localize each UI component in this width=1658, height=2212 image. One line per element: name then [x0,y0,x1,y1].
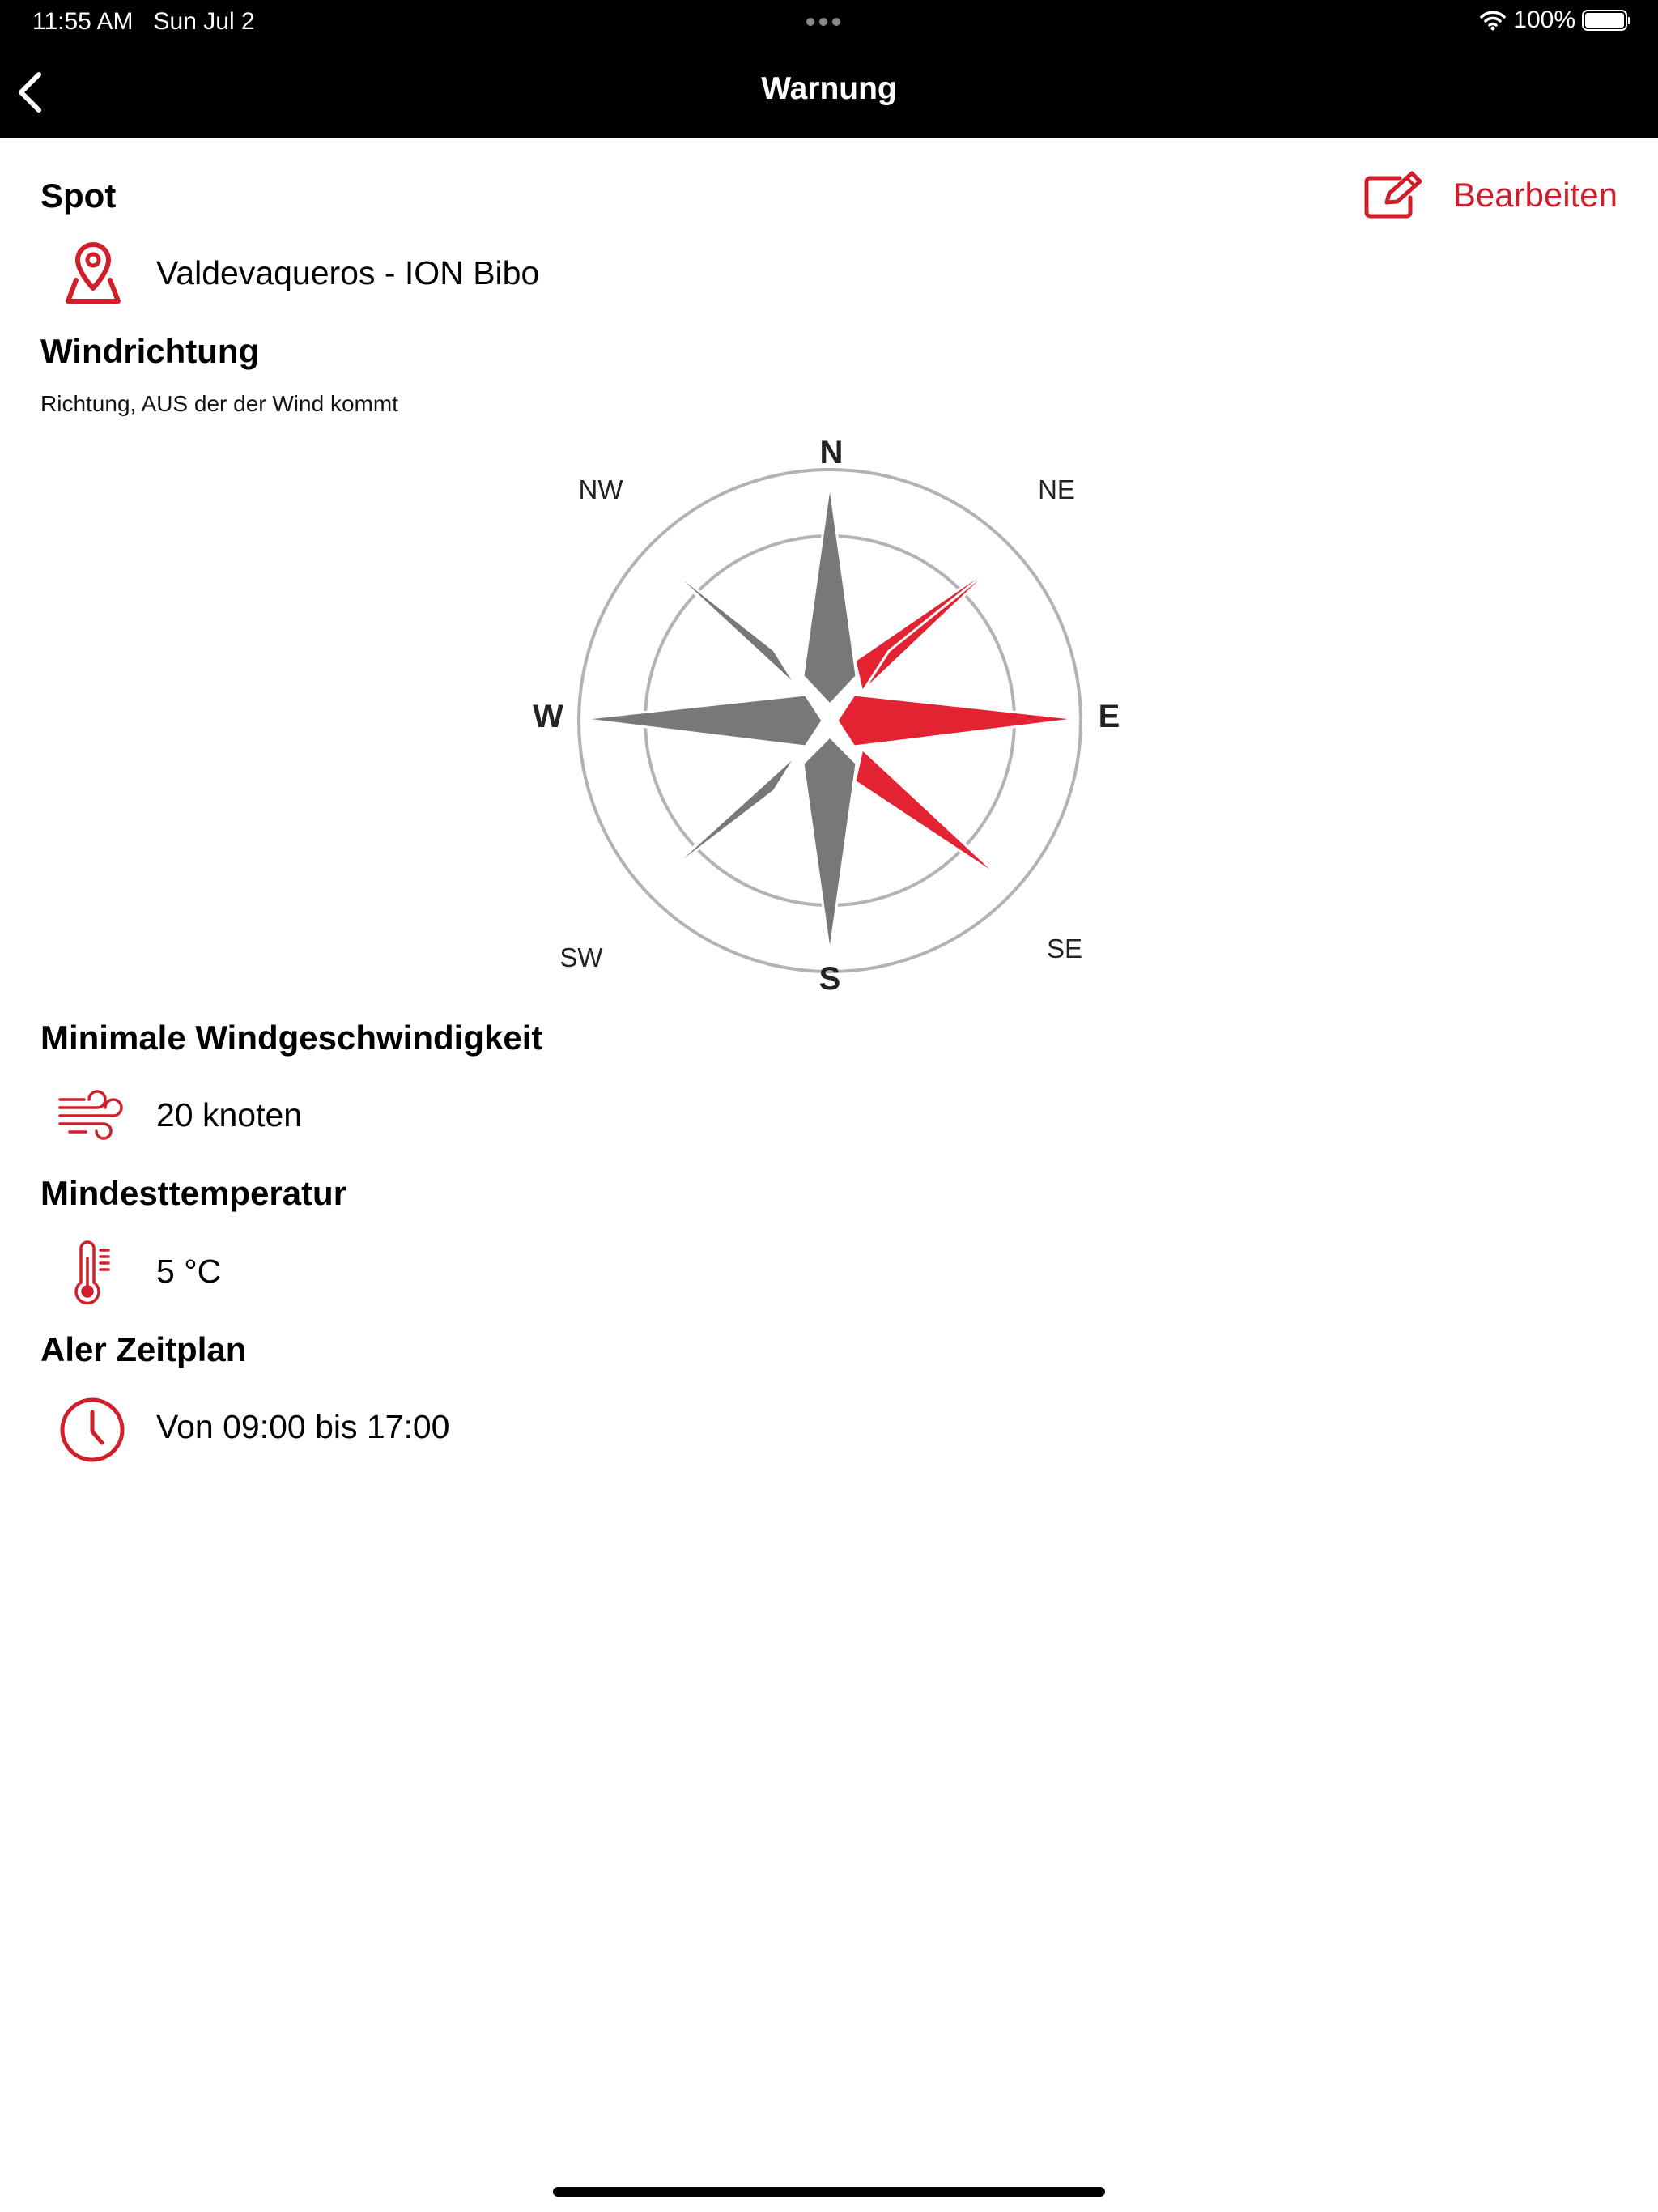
edit-button[interactable] [1363,170,1618,220]
multitasking-dots-icon[interactable] [804,15,843,30]
wind-compass[interactable] [518,424,1141,1007]
status-time-date [32,8,255,36]
schedule-value: Von 09:00 bis 17:00 [156,1408,450,1445]
wifi-icon [1479,10,1507,31]
spot-heading: Spot [40,177,117,215]
compass-point-n[interactable] [803,483,857,704]
compass-label-nw: NW [578,474,623,504]
compass-label-ne: NE [1038,474,1075,504]
min-wind-heading: Minimale Windgeschwindigkeit [40,1019,543,1057]
compass-point-s[interactable] [803,737,857,954]
schedule-heading: Aler Zeitplan [40,1330,247,1368]
clock-icon [57,1396,128,1464]
compass-point-sw-b [660,754,797,878]
wind-direction-subtitle: Richtung, AUS der der Wind kommt [40,391,398,416]
status-right [1479,6,1627,34]
wind-direction-heading: Windrichtung [40,332,260,370]
compass-point-w[interactable] [581,695,823,747]
compass-label-e: E [1098,699,1120,734]
compass-label-s: S [818,961,841,997]
navigation-bar [0,0,1658,138]
page-title: Warnung [761,71,897,106]
compass-label-sw: SW [559,942,603,972]
compass-point-nw-b [660,560,797,687]
edit-icon [1363,170,1426,220]
battery-percent: 100% [1513,6,1575,33]
compass-point-ne-b [862,560,1001,692]
battery-icon [1582,10,1627,31]
compass-point-e[interactable] [837,695,1078,747]
spot-name: Valdevaqueros - ION Bibo [156,254,540,291]
min-wind-value: 20 knoten [156,1096,303,1134]
min-temp-value: 5 °C [156,1253,222,1290]
wind-icon [57,1088,128,1142]
compass-label-n: N [819,435,844,470]
edit-label: Bearbeiten [1452,176,1618,214]
location-pin-icon [57,241,130,308]
home-indicator[interactable] [553,2187,1105,2197]
compass-point-se-b [855,749,1001,878]
thermometer-icon [66,1240,123,1305]
status-date: Sun Jul 2 [153,8,255,35]
compass-label-se: SE [1046,934,1083,963]
min-temp-heading: Mindesttemperatur [40,1174,347,1212]
compass-label-w: W [533,699,563,734]
status-time: 11:55 AM [32,8,134,35]
